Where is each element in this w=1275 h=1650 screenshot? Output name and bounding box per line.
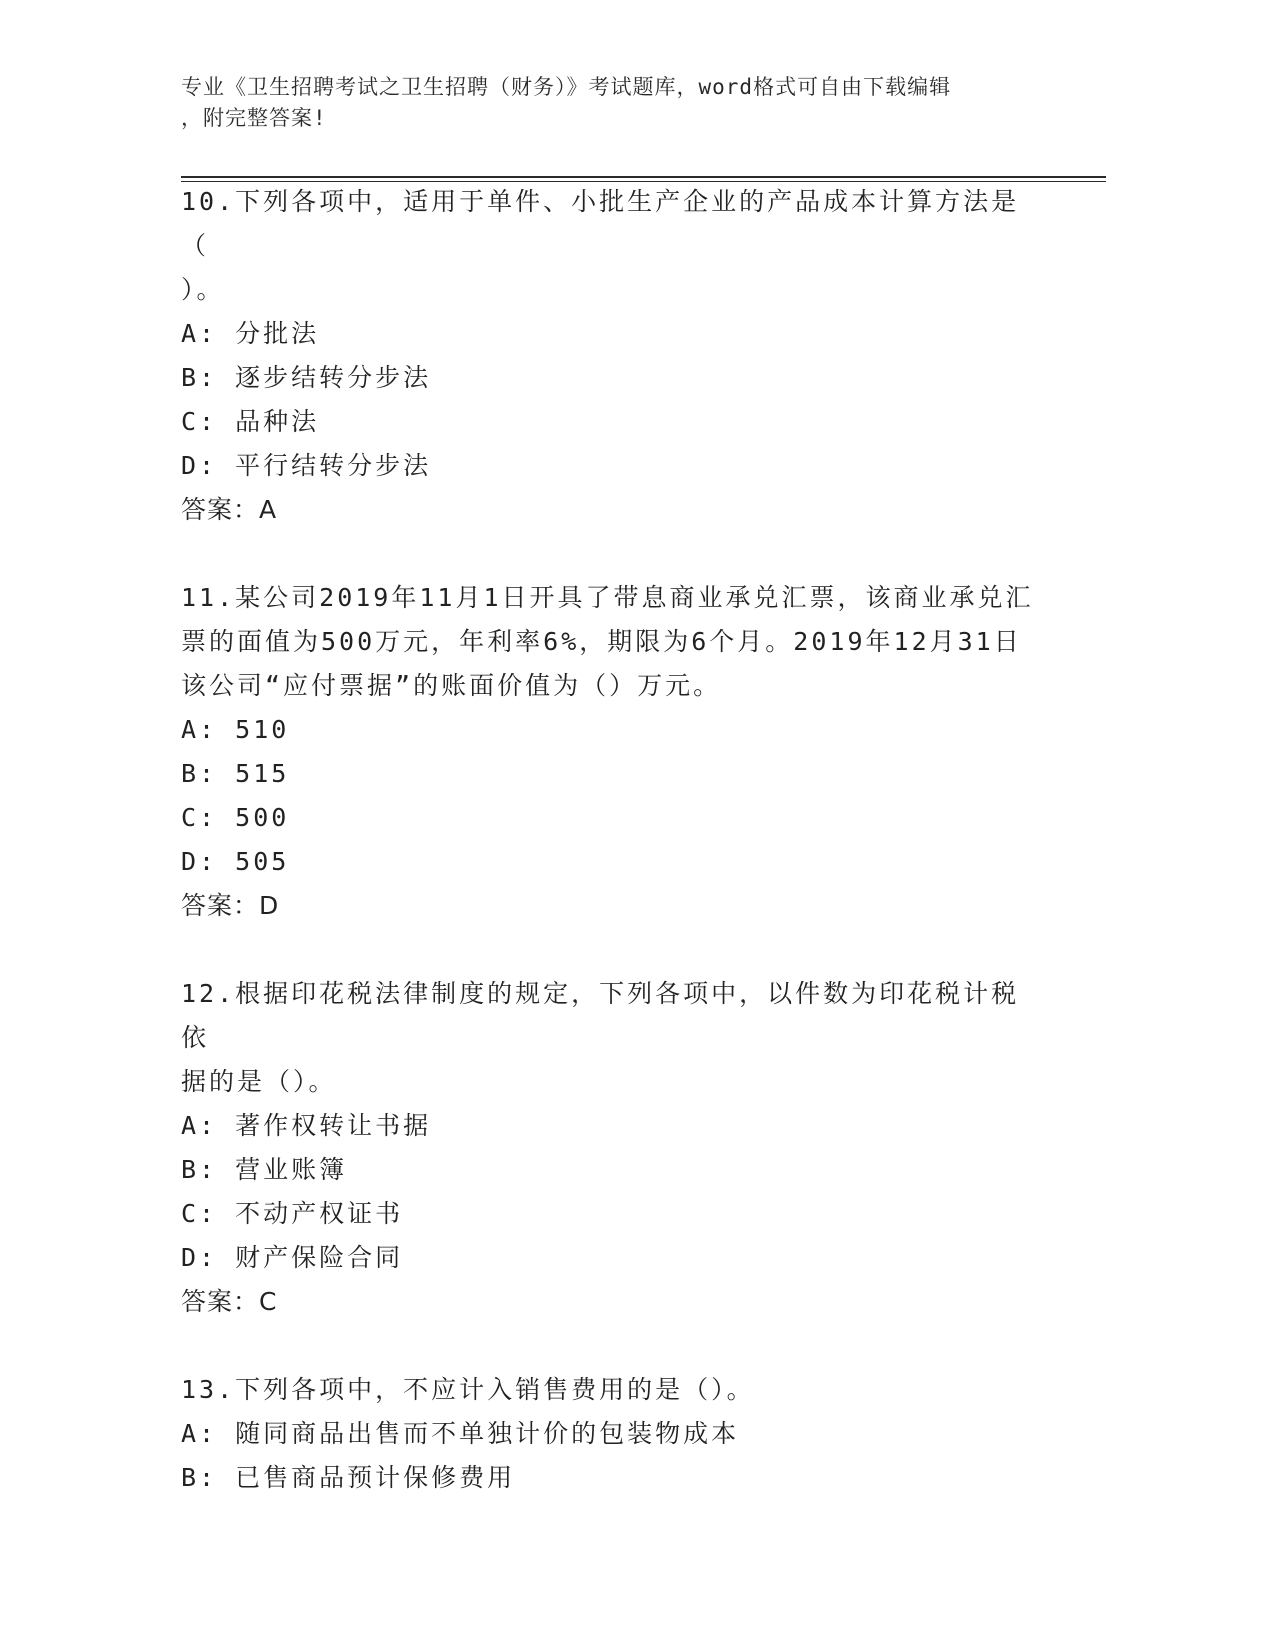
header-divider-thick	[181, 176, 1106, 178]
header-line-1: 专业《卫生招聘考试之卫生招聘（财务）》考试题库，word格式可自由下载编辑	[181, 75, 952, 99]
option-c: C: 500	[181, 803, 290, 832]
question-stem: 票的面值为500万元，年利率6%，期限为6个月。2019年12月31日	[181, 627, 1022, 656]
question-11	[181, 576, 1041, 928]
answer-line: 答案：A	[181, 495, 278, 524]
option-d: D: 财产保险合同	[181, 1243, 404, 1272]
option-a: A: 随同商品出售而不单独计价的包装物成本	[181, 1419, 740, 1448]
answer-line: 答案：D	[181, 891, 280, 920]
question-stem: 13.下列各项中，不应计入销售费用的是（）。	[181, 1375, 755, 1404]
option-d: D: 平行结转分步法	[181, 451, 432, 480]
question-stem: 10.下列各项中，适用于单件、小批生产企业的产品成本计算方法是（	[181, 187, 1020, 260]
question-list	[181, 180, 1041, 1544]
option-b: B: 515	[181, 759, 290, 788]
option-a: A: 510	[181, 715, 290, 744]
option-a: A: 分批法	[181, 319, 320, 348]
header-line-2: ，附完整答案!	[181, 106, 327, 130]
option-b: B: 已售商品预计保修费用	[181, 1463, 516, 1492]
option-b: B: 营业账簿	[181, 1155, 348, 1184]
question-10	[181, 180, 1041, 532]
option-b: B: 逐步结转分步法	[181, 363, 432, 392]
question-stem: 据的是（）。	[181, 1067, 337, 1096]
document-header	[181, 72, 1041, 134]
question-stem: 该公司“应付票据”的账面价值为（）万元。	[181, 671, 722, 700]
option-a: A: 著作权转让书据	[181, 1111, 432, 1140]
option-c: C: 品种法	[181, 407, 320, 436]
option-c: C: 不动产权证书	[181, 1199, 404, 1228]
option-d: D: 505	[181, 847, 290, 876]
question-stem: 11.某公司2019年11月1日开具了带息商业承兑汇票，该商业承兑汇	[181, 583, 1034, 612]
question-13	[181, 1368, 1041, 1500]
question-12	[181, 972, 1041, 1324]
question-stem: ）。	[181, 275, 225, 304]
question-stem: 12.根据印花税法律制度的规定，下列各项中，以件数为印花税计税依	[181, 979, 1020, 1052]
answer-line: 答案：C	[181, 1287, 278, 1316]
